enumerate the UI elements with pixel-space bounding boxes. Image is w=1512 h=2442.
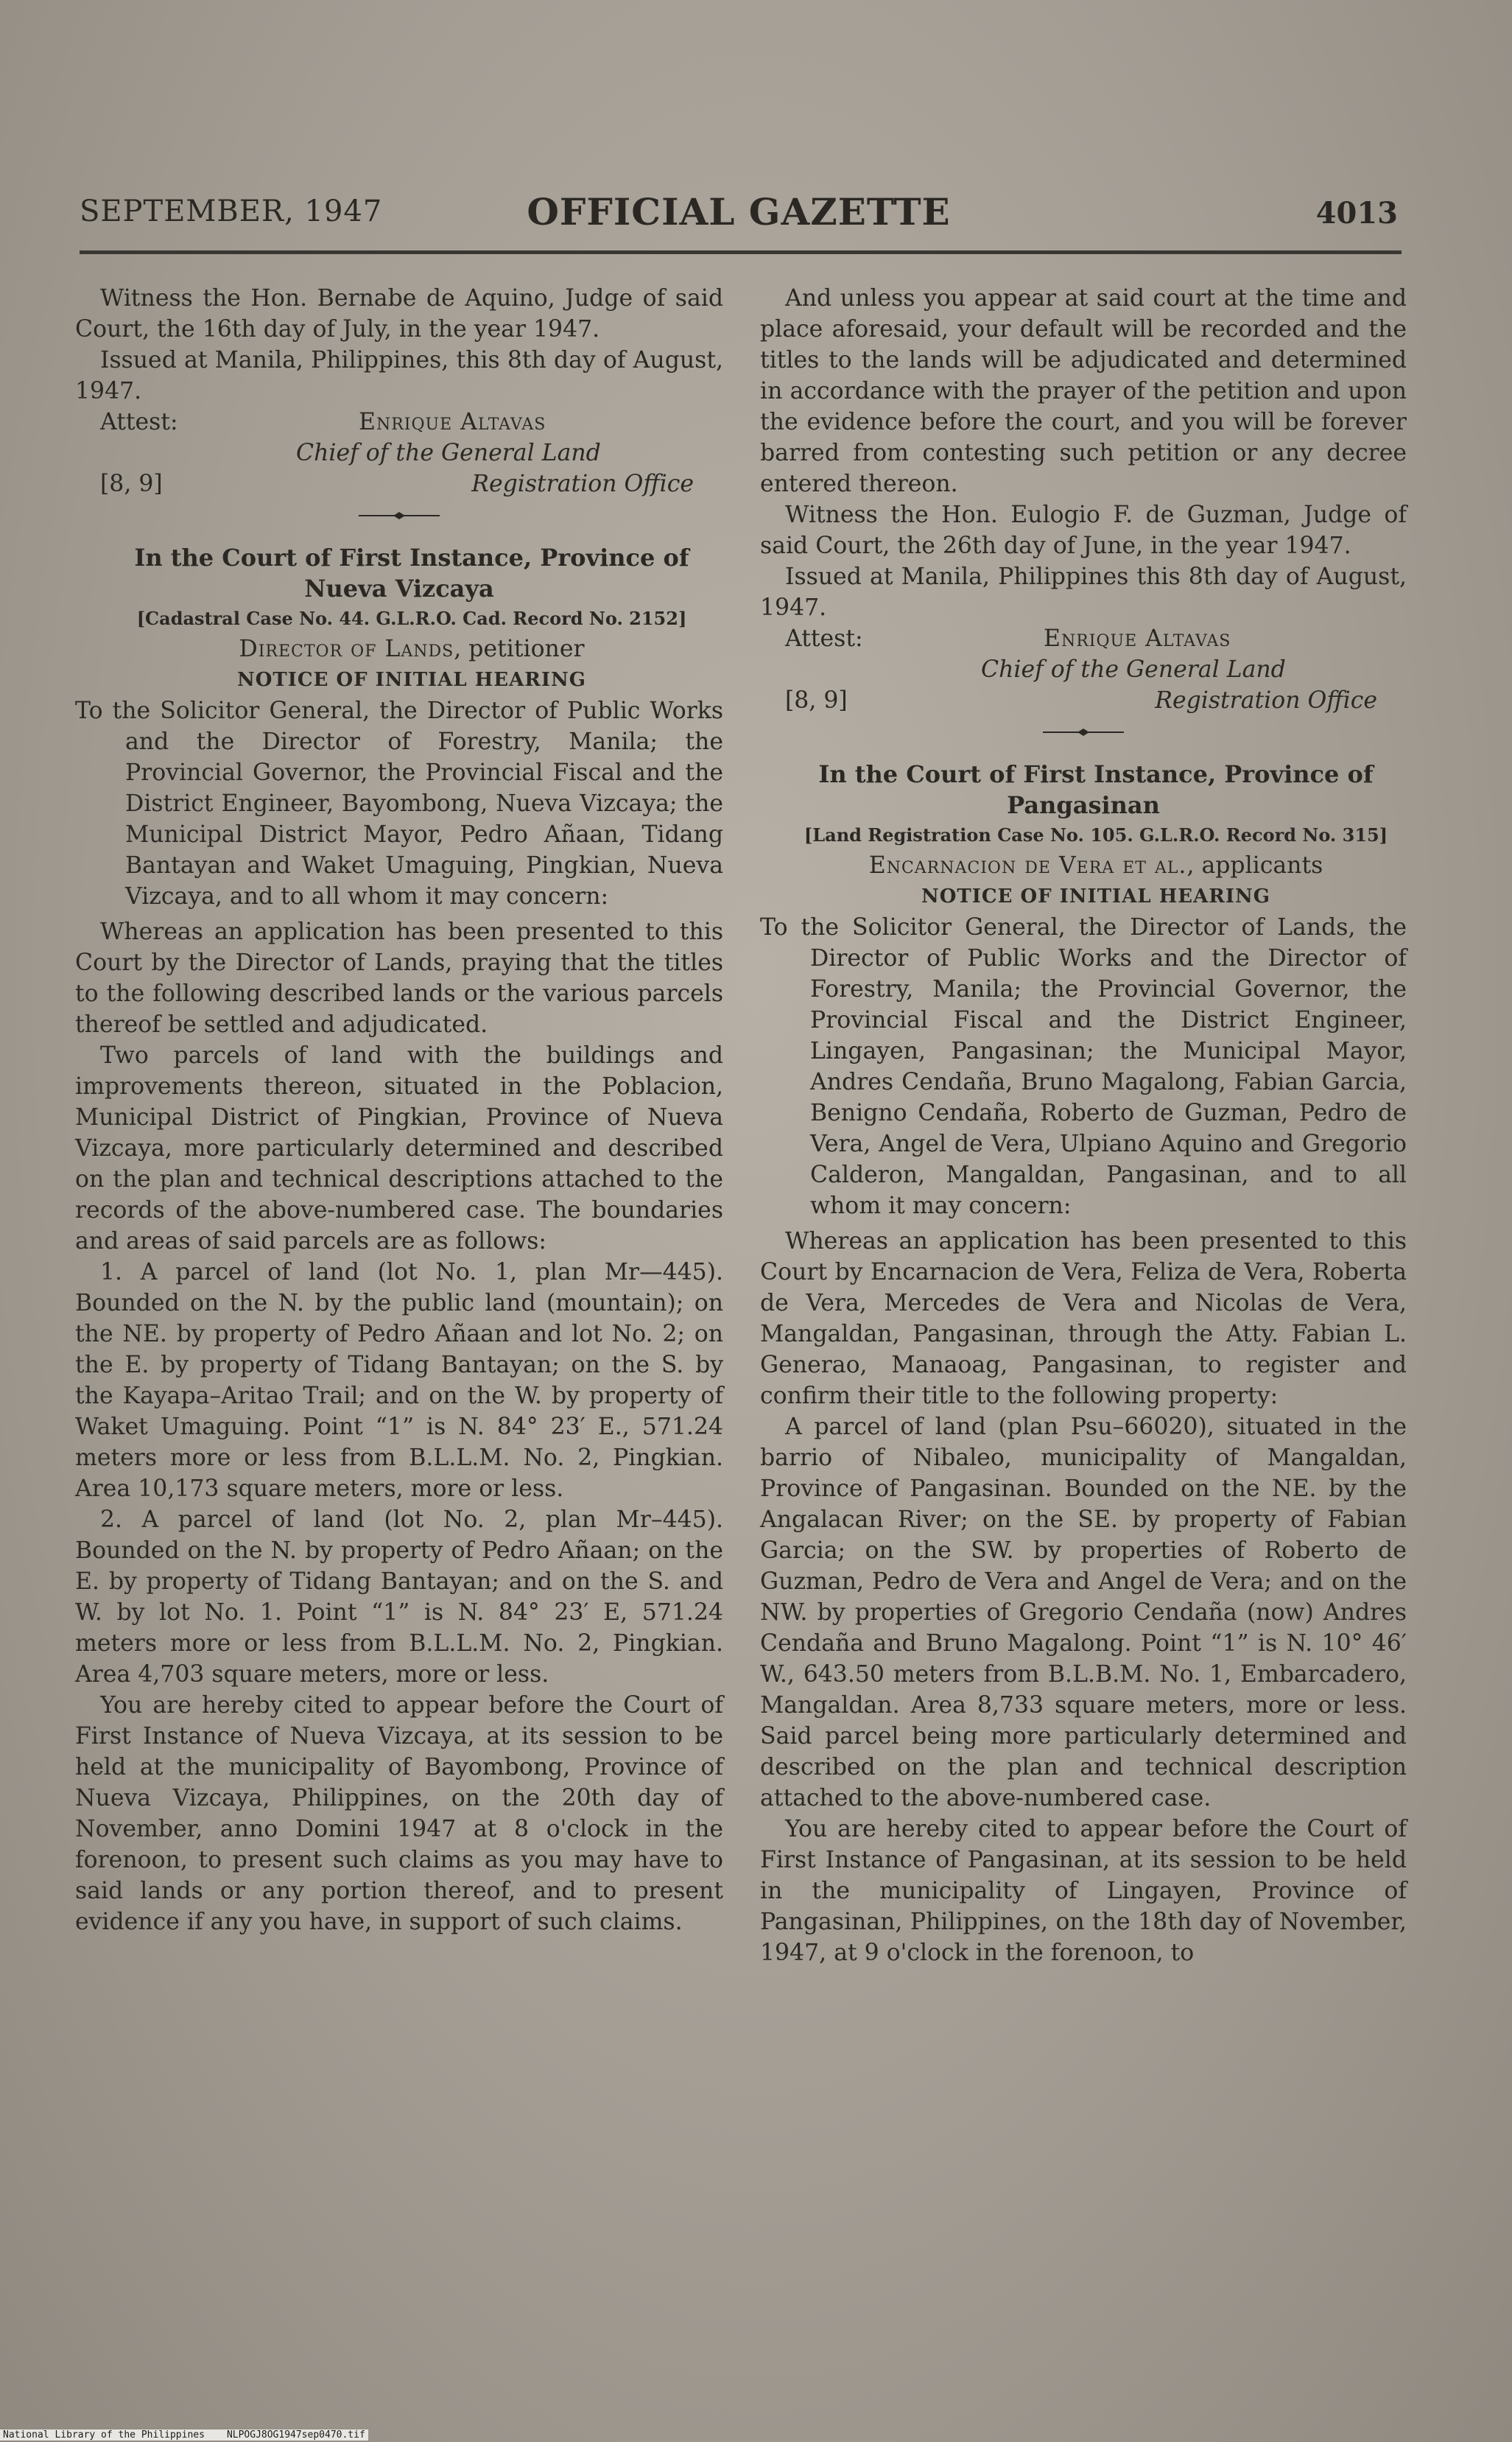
page-header bbox=[80, 190, 1398, 249]
library-credit: National Library of the Philippines bbox=[3, 2429, 205, 2441]
scan-footer bbox=[0, 2429, 368, 2441]
party-line bbox=[760, 850, 1407, 881]
court-heading: In the Court of First Instance, Province of Pangasinan bbox=[818, 760, 1374, 819]
party-line bbox=[75, 634, 723, 664]
party-role: , applicants bbox=[1186, 852, 1323, 879]
attest-signatory: Enrique Altavas bbox=[359, 409, 546, 435]
body-paragraph: Whereas an application has been presented to this Court by the Director of Lands, praying that the titles to the following described lands or the various parcels thereof be settled and adjudicated. bbox=[75, 919, 723, 1038]
issued-paragraph: Issued at Manila, Philippines, this 8th day of August, 1947. bbox=[75, 347, 723, 404]
attest-title-line2: Registration Office bbox=[471, 471, 694, 497]
issued-paragraph: Issued at Manila, Philippines this 8th day of August, 1947. bbox=[760, 564, 1407, 621]
witness-paragraph: Witness the Hon. Eulogio F. de Guzman, Judge of said Court, the 26th day of June, in the year 1947. bbox=[760, 502, 1407, 559]
left-column bbox=[75, 283, 723, 1937]
party-name: Director of Lands bbox=[239, 636, 454, 662]
publication-title: OFFICIAL GAZETTE bbox=[527, 190, 951, 234]
scan-filename: NLPOGJ8OG1947sep0470.tif bbox=[226, 2429, 365, 2441]
body-paragraph: 2. A parcel of land (lot No. 2, plan Mr–445). Bounded on the N. by property of Pedro Añaan; on the E. by property of Tidang Bantayan; and on the S. and W. by lot No. 1. Point “1” is N. 84° 23′ E, 571.24 meters more or less from B.L.L.M. No. 2, Pingkian. Area 4,703 square meters, more or less. bbox=[75, 1506, 723, 1688]
page-number: 4013 bbox=[1315, 196, 1398, 231]
attest-label: Attest: bbox=[100, 409, 178, 435]
attest-title-line2: Registration Office bbox=[1155, 687, 1377, 714]
party-role: , petitioner bbox=[454, 636, 585, 662]
attest-title-line1: Chief of the General Land bbox=[296, 440, 601, 466]
issue-reference: [8, 9] bbox=[785, 687, 848, 714]
header-rule bbox=[80, 250, 1402, 254]
case-reference: [Cadastral Case No. 44. G.L.R.O. Cad. Record No. 2152] bbox=[136, 608, 687, 629]
default-paragraph: And unless you appear at said court at the time and place aforesaid, your default will be recorded and the titles to the lands will be adjudicated and determined in accordance with the prayer of the petition and upon the evidence before the court, and you will be forever barred from contesting such petition or any decree entered thereon. bbox=[760, 285, 1407, 497]
attest-label: Attest: bbox=[785, 625, 863, 652]
party-name: Encarnacion de Vera et al. bbox=[868, 852, 1187, 879]
issue-reference: [8, 9] bbox=[100, 471, 163, 497]
addressee-paragraph: To the Solicitor General, the Director of Lands, the Director of Public Works and the Director of Forestry, Manila; the Provincial Governor, the Provincial Fiscal and the District Engineer, Lingayen, Pangasinan; the Municipal Mayor, Andres Cendaña, Bruno Magalong, Fabian Garcia, Benigno Cendaña, Roberto de Guzman, Pedro de Vera, Angel de Vera, Ulpiano Aquino and Gregorio Calderon, Mangaldan, Pangasinan, and to all whom it may concern: bbox=[760, 914, 1407, 1219]
body-paragraph: 1. A parcel of land (lot No. 1, plan Mr—445). Bounded on the N. by the public land (mountain); on the NE. by property of Pedro Añaan and lot No. 2; on the E. by property of Tidang Bantayan; on the S. by the Kayapa–Aritao Trail; and on the W. by property of Waket Umaguing. Point “1” is N. 84° 23′ E., 571.24 meters more or less from B.L.L.M. No. 2, Pingkian. Area 10,173 square meters, more or less. bbox=[75, 1259, 723, 1502]
court-heading: In the Court of First Instance, Province of Nueva Vizcaya bbox=[134, 544, 689, 603]
case-reference: [Land Registration Case No. 105. G.L.R.O. Record No. 315] bbox=[804, 824, 1388, 846]
notice-heading: NOTICE OF INITIAL HEARING bbox=[236, 669, 587, 691]
body-paragraph: You are hereby cited to appear before the Court of First Instance of Pangasinan, at its session to be held in the municipality of Lingayen, Province of Pangasinan, Philippines, on the 18th day of November, 1947, at 9 o'clock in the forenoon, to bbox=[760, 1816, 1407, 1966]
attestation-block bbox=[75, 407, 723, 504]
notice-heading: NOTICE OF INITIAL HEARING bbox=[921, 885, 1271, 908]
witness-paragraph: Witness the Hon. Bernabe de Aquino, Judge of said Court, the 16th day of July, in the year 1947. bbox=[75, 285, 723, 343]
section-divider bbox=[760, 720, 1407, 759]
attest-signatory: Enrique Altavas bbox=[1044, 625, 1231, 652]
body-paragraph: Whereas an application has been presented to this Court by Encarnacion de Vera, Feliza de Vera, Roberta de Vera, Mercedes de Vera and Nicolas de Vera, Mangaldan, Pangasinan, through the Atty. Fabian L. Generao, Manaoag, Pangasinan, to register and confirm their title to the following property: bbox=[760, 1228, 1407, 1409]
addressee-paragraph: To the Solicitor General, the Director of Public Works and the Director of Forestry, Manila; the Provincial Governor, the Provincial Fiscal and the District Engineer, Bayombong, Nueva Vizcaya; the Municipal District Mayor, Pedro Añaan, Tidang Bantayan and Waket Umaguing, Pingkian, Nueva Vizcaya, and to all whom it may concern: bbox=[75, 698, 723, 910]
issue-date: SEPTEMBER, 1947 bbox=[80, 194, 383, 228]
attestation-block bbox=[760, 623, 1407, 720]
body-paragraph: A parcel of land (plan Psu–66020), situated in the barrio of Nibaleo, municipality of Mangaldan, Province of Pangasinan. Bounded on the NE. by the Angalacan River; on the SE. by property of Fabian Garcia; on the SW. by properties of Roberto de Guzman, Pedro de Vera and Angel de Vera; and on the NW. by properties of Gregorio Cendaña (now) Andres Cendaña and Bruno Magalong. Point “1” is N. 10° 46′ W., 643.50 meters from B.L.B.M. No. 1, Embarcadero, Mangaldan. Area 8,733 square meters, more or less. Said parcel being more particularly determined and described on the plan and technical description attached to the above-numbered case. bbox=[760, 1414, 1407, 1811]
body-paragraph: Two parcels of land with the buildings and improvements thereon, situated in the Poblacion, Municipal District of Pingkian, Province of Nueva Vizcaya, more particularly determined and described on the plan and technical descriptions attached to the records of the above-numbered case. The boundaries and areas of said parcels are as follows: bbox=[75, 1042, 723, 1255]
body-paragraph: You are hereby cited to appear before the Court of First Instance of Nueva Vizcaya, at its session to be held at the municipality of Bayombong, Province of Nueva Vizcaya, Philippines, on the 20th day of November, anno Domini 1947 at 8 o'clock in the forenoon, to present such claims as you may have to said lands or any portion thereof, and to present evidence if any you have, in support of such claims. bbox=[75, 1692, 723, 1935]
section-divider bbox=[75, 504, 723, 542]
attest-title-line1: Chief of the General Land bbox=[981, 656, 1286, 683]
right-column bbox=[760, 283, 1407, 1968]
